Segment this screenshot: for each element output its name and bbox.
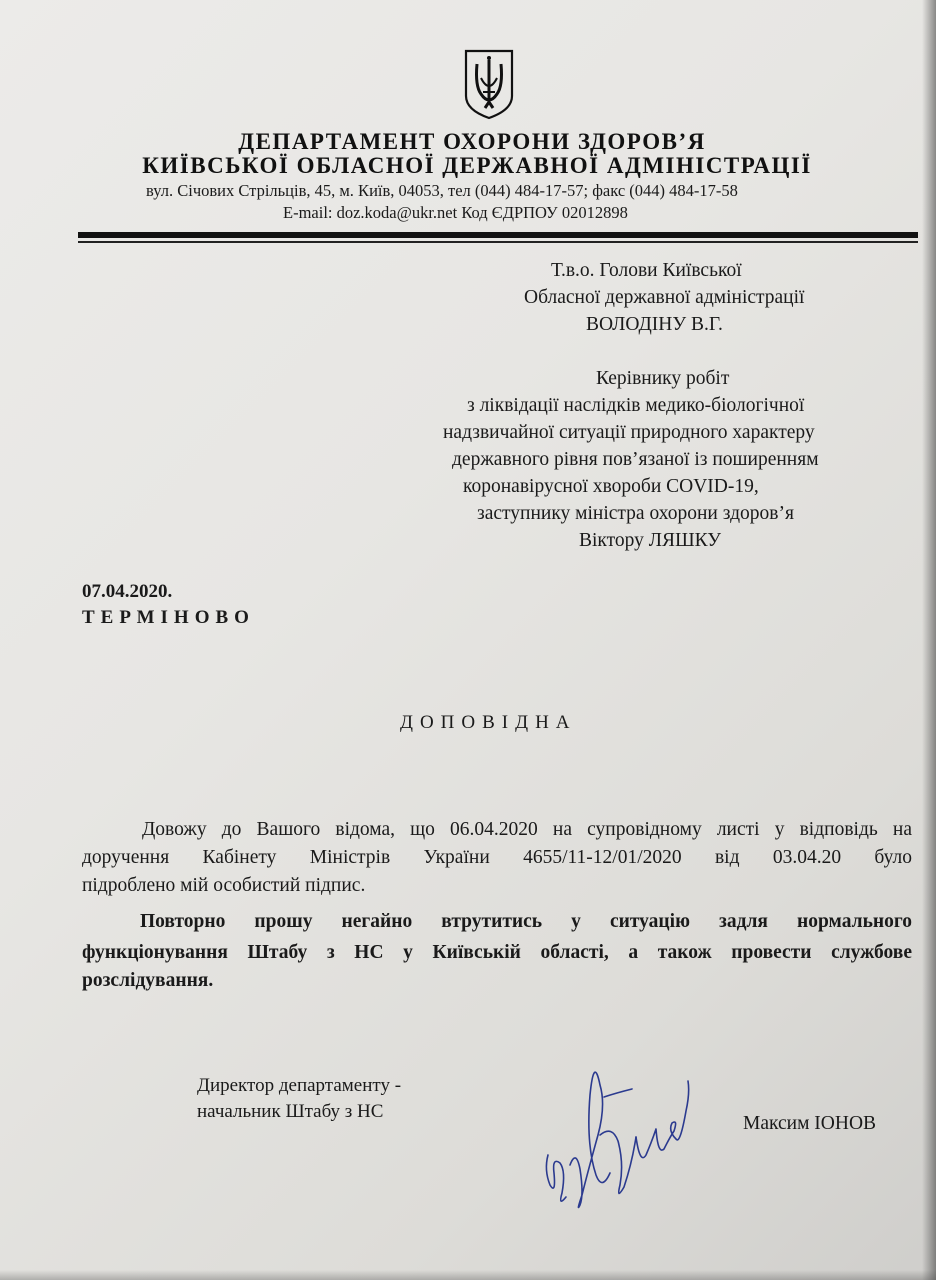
- addressee-line: заступнику міністра охорони здоров’я: [477, 503, 794, 524]
- addressee-line: державного рівня пов’язаної із поширенням: [452, 449, 819, 470]
- addressee-line: Обласної державної адміністрації: [524, 287, 805, 308]
- addressee-line: ВОЛОДІНУ В.Г.: [586, 314, 723, 335]
- page-bottom-shadow: [0, 1270, 936, 1280]
- organization-email-code: E-mail: doz.koda@ukr.net Код ЄДРПОУ 02012898: [283, 203, 628, 222]
- letterhead-divider-thin: [78, 241, 918, 243]
- trident-coat-of-arms-icon: [463, 48, 515, 120]
- page-edge-shadow: [922, 0, 936, 1280]
- addressee-line: Керівнику робіт: [596, 368, 730, 389]
- paragraph-line: функціонування Штабу з НС у Київській області, а також провести службове: [82, 942, 912, 963]
- document-date: 07.04.2020.: [82, 581, 173, 602]
- signatory-position-line1: Директор департаменту -: [197, 1075, 402, 1096]
- addressee-line: Віктору ЛЯШКУ: [579, 530, 722, 551]
- addressee-line: Т.в.о. Голови Київської: [551, 260, 742, 281]
- paragraph-line: доручення Кабінету Міністрів України 4655/11-12/01/2020 від 03.04.20 було: [82, 847, 912, 868]
- addressee-line: коронавірусної хвороби COVID-19,: [463, 476, 759, 497]
- addressee-line: надзвичайної ситуації природного характеру: [443, 422, 815, 443]
- paragraph-line: розслідування.: [82, 970, 214, 991]
- paragraph-line: Довожу до Вашого відома, що 06.04.2020 на супровідному листі у відповідь на: [142, 819, 912, 840]
- organization-address: вул. Січових Стрільців, 45, м. Київ, 04053, тел (044) 484-17-57; факс (044) 484-17-58: [146, 181, 738, 200]
- handwritten-signature: [540, 1045, 715, 1215]
- signatory-name: Максим ІОНОВ: [743, 1113, 877, 1134]
- letterhead-divider-thick: [78, 232, 918, 238]
- organization-name-line1: ДЕПАРТАМЕНТ ОХОРОНИ ЗДОРОВ’Я: [238, 129, 706, 154]
- organization-name-line2: КИЇВСЬКОЇ ОБЛАСНОЇ ДЕРЖАВНОЇ АДМІНІСТРАЦІЇ: [142, 153, 812, 178]
- urgency-label: ТЕРМІНОВО: [82, 607, 255, 628]
- addressee-line: з ліквідації наслідків медико-біологічної: [467, 395, 805, 416]
- paragraph-line: підроблено мій особистий підпис.: [82, 875, 366, 896]
- document-title: ДОПОВІДНА: [400, 712, 577, 733]
- signatory-position-line2: начальник Штабу з НС: [197, 1101, 384, 1122]
- paragraph-line: Повторно прошу негайно втрутитись у ситуацію задля нормального: [140, 911, 912, 932]
